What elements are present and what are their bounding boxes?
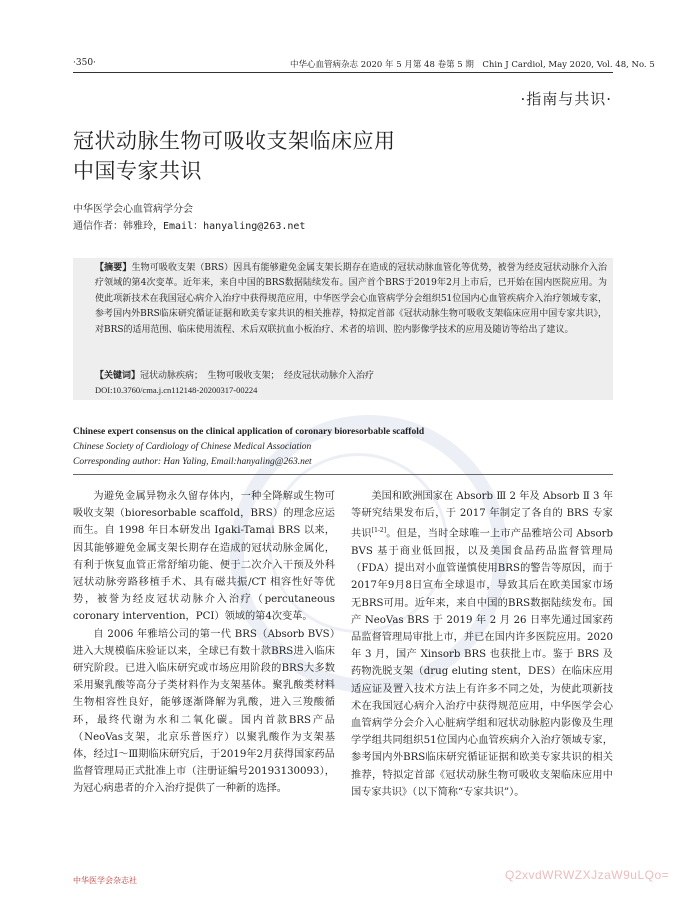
journal-header: 中华心血管病杂志 2020 年 5 月第 48 卷第 5 期 Chin J Cardiol, May 2020, Vol. 48, No. 5 [290, 60, 655, 70]
corresponding-author: 通信作者：韩雅玲，Email：hanyaling@263.net [73, 221, 306, 232]
article-title [73, 126, 613, 186]
page-number: ·350· [73, 58, 96, 68]
abstract-text: 生物可吸收支架（BRS）因具有能够避免金属支架长期存在造成的冠状动脉血管化等优势，被誉为经皮冠状动脉介入治疗领域的第4次变革。近年来，来自中国的BRS数据陆续发布。国产首个BRS于2019年2月上市后，已开始在国内医院应用。为使此项新技术在我国冠心病介入治疗中获得规范应用，中华医学会心血管病学分会组织51位国内心血管疾病介入治疗领域专家，参考国内外BRS临床研究循证证据和欧美专家共识的相关推荐，特拟定首部《冠状动脉生物可吸收支架临床应用中国专家共识》，对BRS的适用范围、临床使用流程、术后双联抗血小板治疗、术者的培训、腔内影像学技术的应用及随访等给出了建议。 [95, 263, 607, 335]
paragraph-text: 。但是，当时全球唯一上市产品雅培公司 Absorb BVS 基于商业低回报，以及美国食品药品监督管理局（FDA）提出对小血管谨慎使用BRS的警告等原因，而于2017年9月8日宣布全球退市，导致其后在欧美国家市场无BRS可用。近年来，来自中国的BRS数据陆续发布。国产 NeoVas BRS 于 2019 年 2 月 26 日率先通过国家药品监督管理局审批上市，并已在国内许多医院应用。2020 年 3 月，国产 Xinsorb BRS 也获批上市。鉴于 BRS 及药物洗脱支架（drug eluting stent，DES）在临床应用适应证及置入技术方法上有许多不同之处，为使此项新技术在我国冠心病介入治疗中获得规范应用，中华医学会心血管病学分会介入心脏病学组和冠状动脉腔内影像及生理学学组共同组织51位国内心血管疾病介入治疗领域专家，参考国内外BRS临床研究循证证据和欧美专家共识的相关推荐，特拟定首部《冠状动脉生物可吸收支架临床应用中国专家共识》（以下简称“专家共识”）。 [351, 528, 614, 798]
english-society: Chinese Society of Cardiology of Chinese Medical Association [73, 442, 312, 452]
body-column-right [351, 488, 613, 801]
section-rule [73, 474, 613, 475]
english-title-block [73, 425, 613, 470]
header-rule [73, 72, 613, 73]
doi: DOI:10.3760/cma.j.cn112148-20200317-00224 [95, 385, 258, 395]
publisher-logo: 中华医学会杂志社 [73, 876, 137, 885]
body-paragraph: 自 2006 年雅培公司的第一代 BRS（Absorb BVS）进入大规模临床验证以来，全球已有数十款BRS进入临床研究阶段。已进入临床研究或市场应用阶段的BRS大多数采用聚乳酸等高分子类材料作为支架基体。聚乳酸类材料生物相容性良好，能够逐渐降解为乳酸，进入三羧酸循环，最终代谢为水和二氧化碳。国内首款BRS产品（NeoVas支架，北京乐普医疗）以聚乳酸作为支架基体，经过Ⅰ～Ⅲ期临床研究后，于2019年2月获得国家药品监督管理局正式批准上市（注册证编号20193130093），为冠心病患者的介入治疗提供了一种新的选择。 [73, 628, 335, 795]
body-column-left [73, 488, 335, 798]
body-paragraph [351, 488, 613, 801]
paragraph-text: 美国和欧洲国家在 Absorb Ⅲ 2 年及 Absorb Ⅱ 3 年等研究结果发布后，于 2017 年制定了各自的 BRS 专家共识 [351, 491, 613, 540]
author-society: 中华医学会心血管病学分会 [73, 204, 193, 215]
english-title: Chinese expert consensus on the clinical application of coronary bioresorbable scaffold [73, 427, 425, 437]
keywords-text: 冠状动脉疾病； 生物可吸收支架； 经皮冠状动脉介入治疗 [140, 371, 375, 381]
body-paragraph: 为避免金属异物永久留存体内，一种全降解或生物可吸收支架（bioresorbable scaffold，BRS）的理念应运而生。自 1998 年日本研发出 Igaki-Tamai BRS 以来，因其能够避免金属支架长期存在造成的冠状动脉金属化，有利于恢复血管正常舒缩功能、便于二次介入干预及外科冠状动脉旁路移植手术、具有磁共振/CT 相容性好等优势，被誉为经皮冠状动脉介入治疗（percutaneous coronary intervention，PCI）领域的第4次变革。 [73, 491, 335, 623]
column-label: ·指南与共识· [520, 90, 612, 108]
english-author: Corresponding author: Han Yaling, Email:hanyaling@263.net [73, 457, 312, 467]
keywords [95, 369, 607, 384]
footer-watermark-code: Q2xvdWRWZXJzaW9uLQo= [505, 868, 670, 882]
abstract-label: 【摘要】 [95, 263, 132, 273]
abstract [95, 261, 607, 338]
title-line-1: 冠状动脉生物可吸收支架临床应用 [73, 129, 396, 153]
citation-ref[interactable]: [1-2] [371, 527, 387, 535]
keywords-label: 【关键词】 [95, 371, 141, 381]
author-block [73, 201, 305, 235]
title-line-2: 中国专家共识 [73, 159, 202, 183]
